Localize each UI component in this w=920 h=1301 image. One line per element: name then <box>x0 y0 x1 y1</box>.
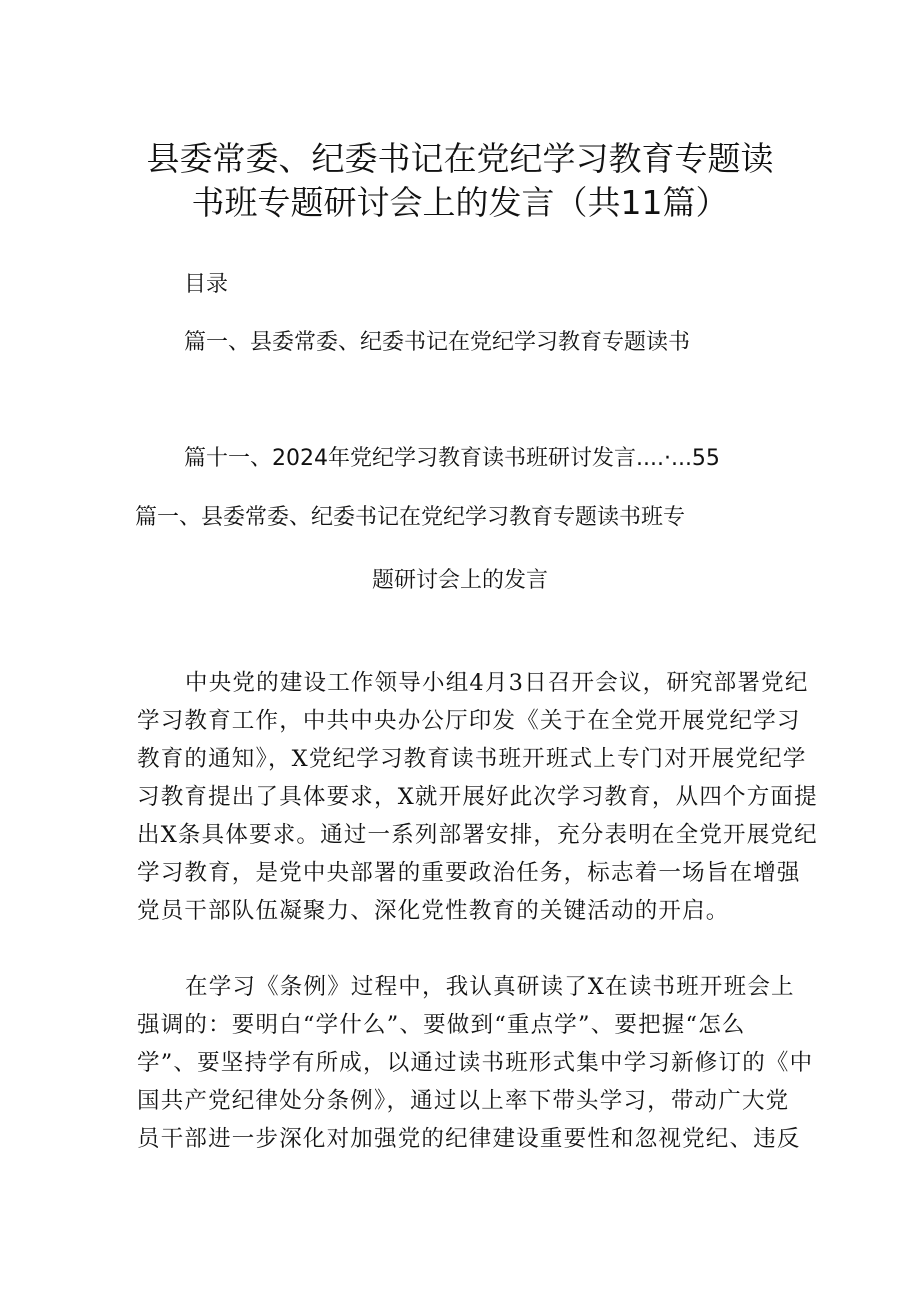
paragraph-line: 员干部进一步深化对加强党的纪律建设重要性和忽视党纪、违反 <box>137 1126 801 1152</box>
section-heading-line-1: 篇一、县委常委、纪委书记在党纪学习教育专题读书班专 <box>135 505 686 530</box>
toc-item[interactable]: 篇一、县委常委、纪委书记在党纪学习教育专题读书 <box>184 330 691 355</box>
document-title-line-2: 书班专题研讨会上的发言（共11篇） <box>191 183 729 222</box>
toc-label: 目录 <box>184 272 229 297</box>
paragraph-line: 教育的通知》，X党纪学习教育读书班开班式上专门对开展党纪学 <box>137 746 807 772</box>
paragraph-line: 学习教育，是党中央部署的重要政治任务，标志着一场旨在增强 <box>137 860 801 886</box>
paragraph-line: 学习教育工作，中共中央办公厅印发《关于在全党开展党纪学习 <box>137 708 801 734</box>
paragraph-line: 在学习《条例》过程中，我认真研读了X在读书班开班会上 <box>185 974 795 1000</box>
paragraph-line: 学”、要坚持学有所成，以通过读书班形式集中学习新修订的《中 <box>137 1050 814 1076</box>
body-paragraph-2 <box>137 968 814 1158</box>
paragraph-line: 国共产党纪律处分条例》，通过以上率下带头学习，带动广大党 <box>137 1088 790 1114</box>
paragraph-line: 出X条具体要求。通过一系列部署安排，充分表明在全党开展党纪 <box>137 822 818 848</box>
paragraph-line: 中央党的建设工作领导小组4月3日召开会议，研究部署党纪 <box>185 670 809 696</box>
section-heading-line-2: 题研讨会上的发言 <box>371 568 548 593</box>
body-paragraph-1 <box>137 664 818 930</box>
paragraph-line: 党员干部队伍凝聚力、深化党性教育的关键活动的开启。 <box>137 898 730 924</box>
document-title-line-1: 县委常委、纪委书记在党纪学习教育专题读 <box>146 139 774 178</box>
paragraph-line: 习教育提出了具体要求，X就开展好此次学习教育，从四个方面提 <box>137 784 818 810</box>
paragraph-line: 强调的：要明白“学什么”、要做到“重点学”、要把握“怎么 <box>137 1012 746 1038</box>
toc-item[interactable]: 篇十一、2024年党纪学习教育读书班研讨发言....·...55 <box>184 446 720 471</box>
